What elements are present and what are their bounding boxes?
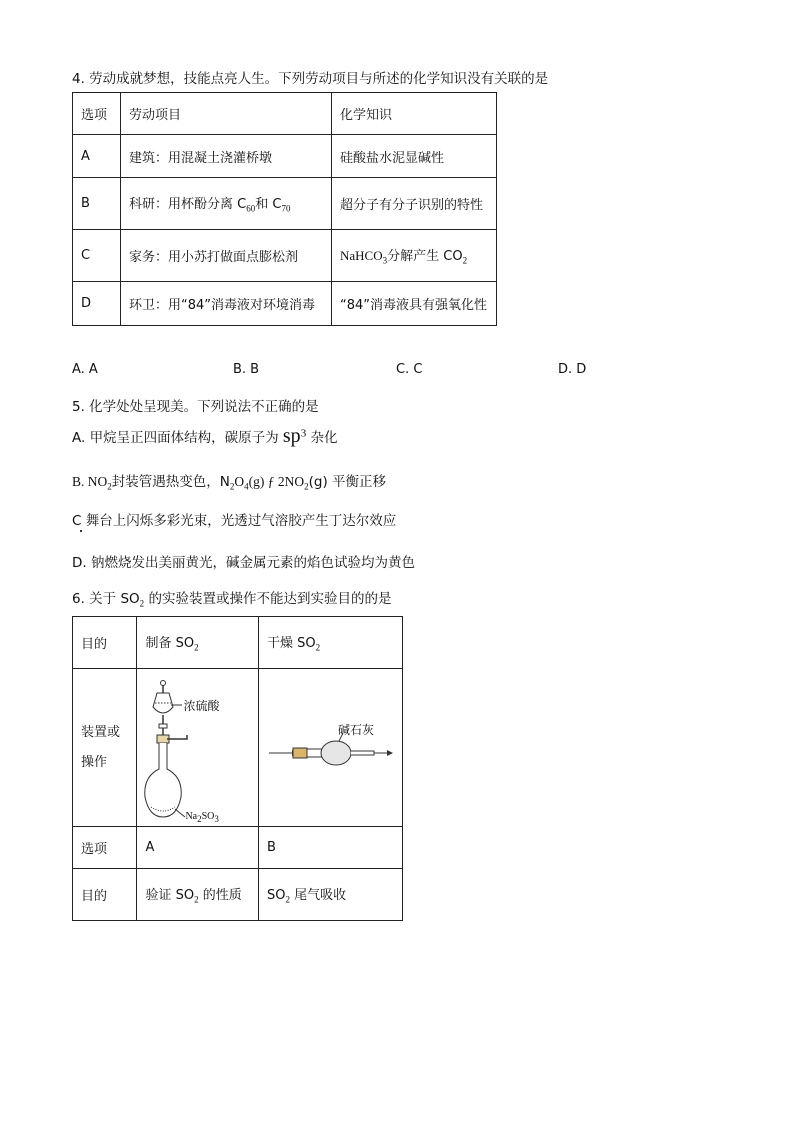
table-row bbox=[73, 230, 497, 282]
q5-choice-a[interactable]: A. 甲烷呈正四面体结构，碳原子为 $sp^3$ 杂化 bbox=[72, 425, 338, 447]
q4-row-b-knowledge: 超分子有分子识别的特性 bbox=[332, 178, 497, 230]
table-row bbox=[73, 178, 497, 230]
q4-row-b-opt: B bbox=[73, 178, 121, 230]
q6-apparatus-a-cell bbox=[137, 669, 259, 827]
q4-row-a-knowledge: 硅酸盐水泥显碱性 bbox=[332, 135, 497, 178]
q4-choice-d[interactable]: D. D bbox=[558, 362, 587, 377]
q6-row1-a: 制备 $SO_2$ bbox=[137, 617, 259, 669]
q5-choice-c[interactable]: C 舞台上闪烁多彩光束，光透过气溶胶产生丁达尔效应 bbox=[72, 513, 397, 529]
q5-choice-d[interactable]: D. 钠燃烧发出美丽黄光，碱金属元素的焰色试验均为黄色 bbox=[72, 555, 415, 571]
q4-row-d-opt: D bbox=[73, 282, 121, 326]
q6-row2-label: 装置或 操作 bbox=[73, 669, 137, 827]
table-row bbox=[73, 617, 403, 669]
q4-row-a-project: 建筑：用混凝土浇灌桥墩 bbox=[121, 135, 332, 178]
label-conc-sulfuric-acid: 浓硫酸 bbox=[183, 699, 220, 713]
table-row bbox=[73, 135, 497, 178]
q6-apparatus-b-cell bbox=[259, 669, 403, 827]
q4-row-b-project: 科研：用杯酚分离 $C_{60}$和 $C_{70}$ bbox=[121, 178, 332, 230]
q6-row4-a: 验证 $SO_2$ 的性质 bbox=[137, 869, 259, 921]
q4-row-d-knowledge: “84”消毒液具有强氧化性 bbox=[332, 282, 497, 326]
q4-choice-b[interactable]: B. B bbox=[233, 362, 260, 377]
q4-row-c-opt: C bbox=[73, 230, 121, 282]
q6-table bbox=[72, 616, 403, 921]
table-row bbox=[73, 282, 497, 326]
q6-row4-label: 目的 bbox=[73, 869, 137, 921]
q6-stem: 6. 关于 $SO_2$ 的实验装置或操作不能达到实验目的的是 bbox=[72, 591, 392, 609]
q4-header-project: 劳动项目 bbox=[121, 93, 332, 135]
q6-row3-a: A bbox=[137, 827, 259, 869]
q6-row1-label: 目的 bbox=[73, 617, 137, 669]
q4-row-d-project: 环卫：用“84”消毒液对环境消毒 bbox=[121, 282, 332, 326]
table-row bbox=[73, 669, 403, 827]
flask-apparatus-diagram bbox=[137, 669, 251, 826]
q4-row-c-project: 家务：用小苏打做面点膨松剂 bbox=[121, 230, 332, 282]
label-na2so3: $Na_2SO_3$ bbox=[185, 811, 219, 824]
table-row bbox=[73, 869, 403, 921]
q4-choice-c[interactable]: C. C bbox=[396, 362, 423, 377]
q5-choice-b[interactable]: B. $NO_2$封装管遇热变色，$N_2O_4(g)$ ƒ $2NO_2(g)$ 平衡正移 bbox=[72, 474, 387, 492]
q4-header-option: 选项 bbox=[73, 93, 121, 135]
q4-header-knowledge: 化学知识 bbox=[332, 93, 497, 135]
q6-row4-b: $SO_2$ 尾气吸收 bbox=[259, 869, 403, 921]
table-row bbox=[73, 827, 403, 869]
stray-dot bbox=[80, 530, 82, 532]
label-soda-lime: 碱石灰 bbox=[338, 723, 375, 737]
q6-row3-label: 选项 bbox=[73, 827, 137, 869]
q4-stem: 4. 劳动成就梦想，技能点亮人生。下列劳动项目与所述的化学知识没有关联的是 bbox=[72, 71, 549, 87]
q5-stem: 5. 化学处处呈现美。下列说法不正确的是 bbox=[72, 399, 319, 415]
q4-choice-a[interactable]: A. A bbox=[72, 362, 98, 377]
q6-row1-b: 干燥 $SO_2$ bbox=[259, 617, 403, 669]
q4-row-a-opt: A bbox=[73, 135, 121, 178]
q4-row-c-knowledge: NaHCO$_3$分解产生 $CO_2$ bbox=[332, 230, 497, 282]
q4-table bbox=[72, 92, 497, 326]
q6-row3-b: B bbox=[259, 827, 403, 869]
drying-tube-diagram bbox=[259, 669, 402, 826]
